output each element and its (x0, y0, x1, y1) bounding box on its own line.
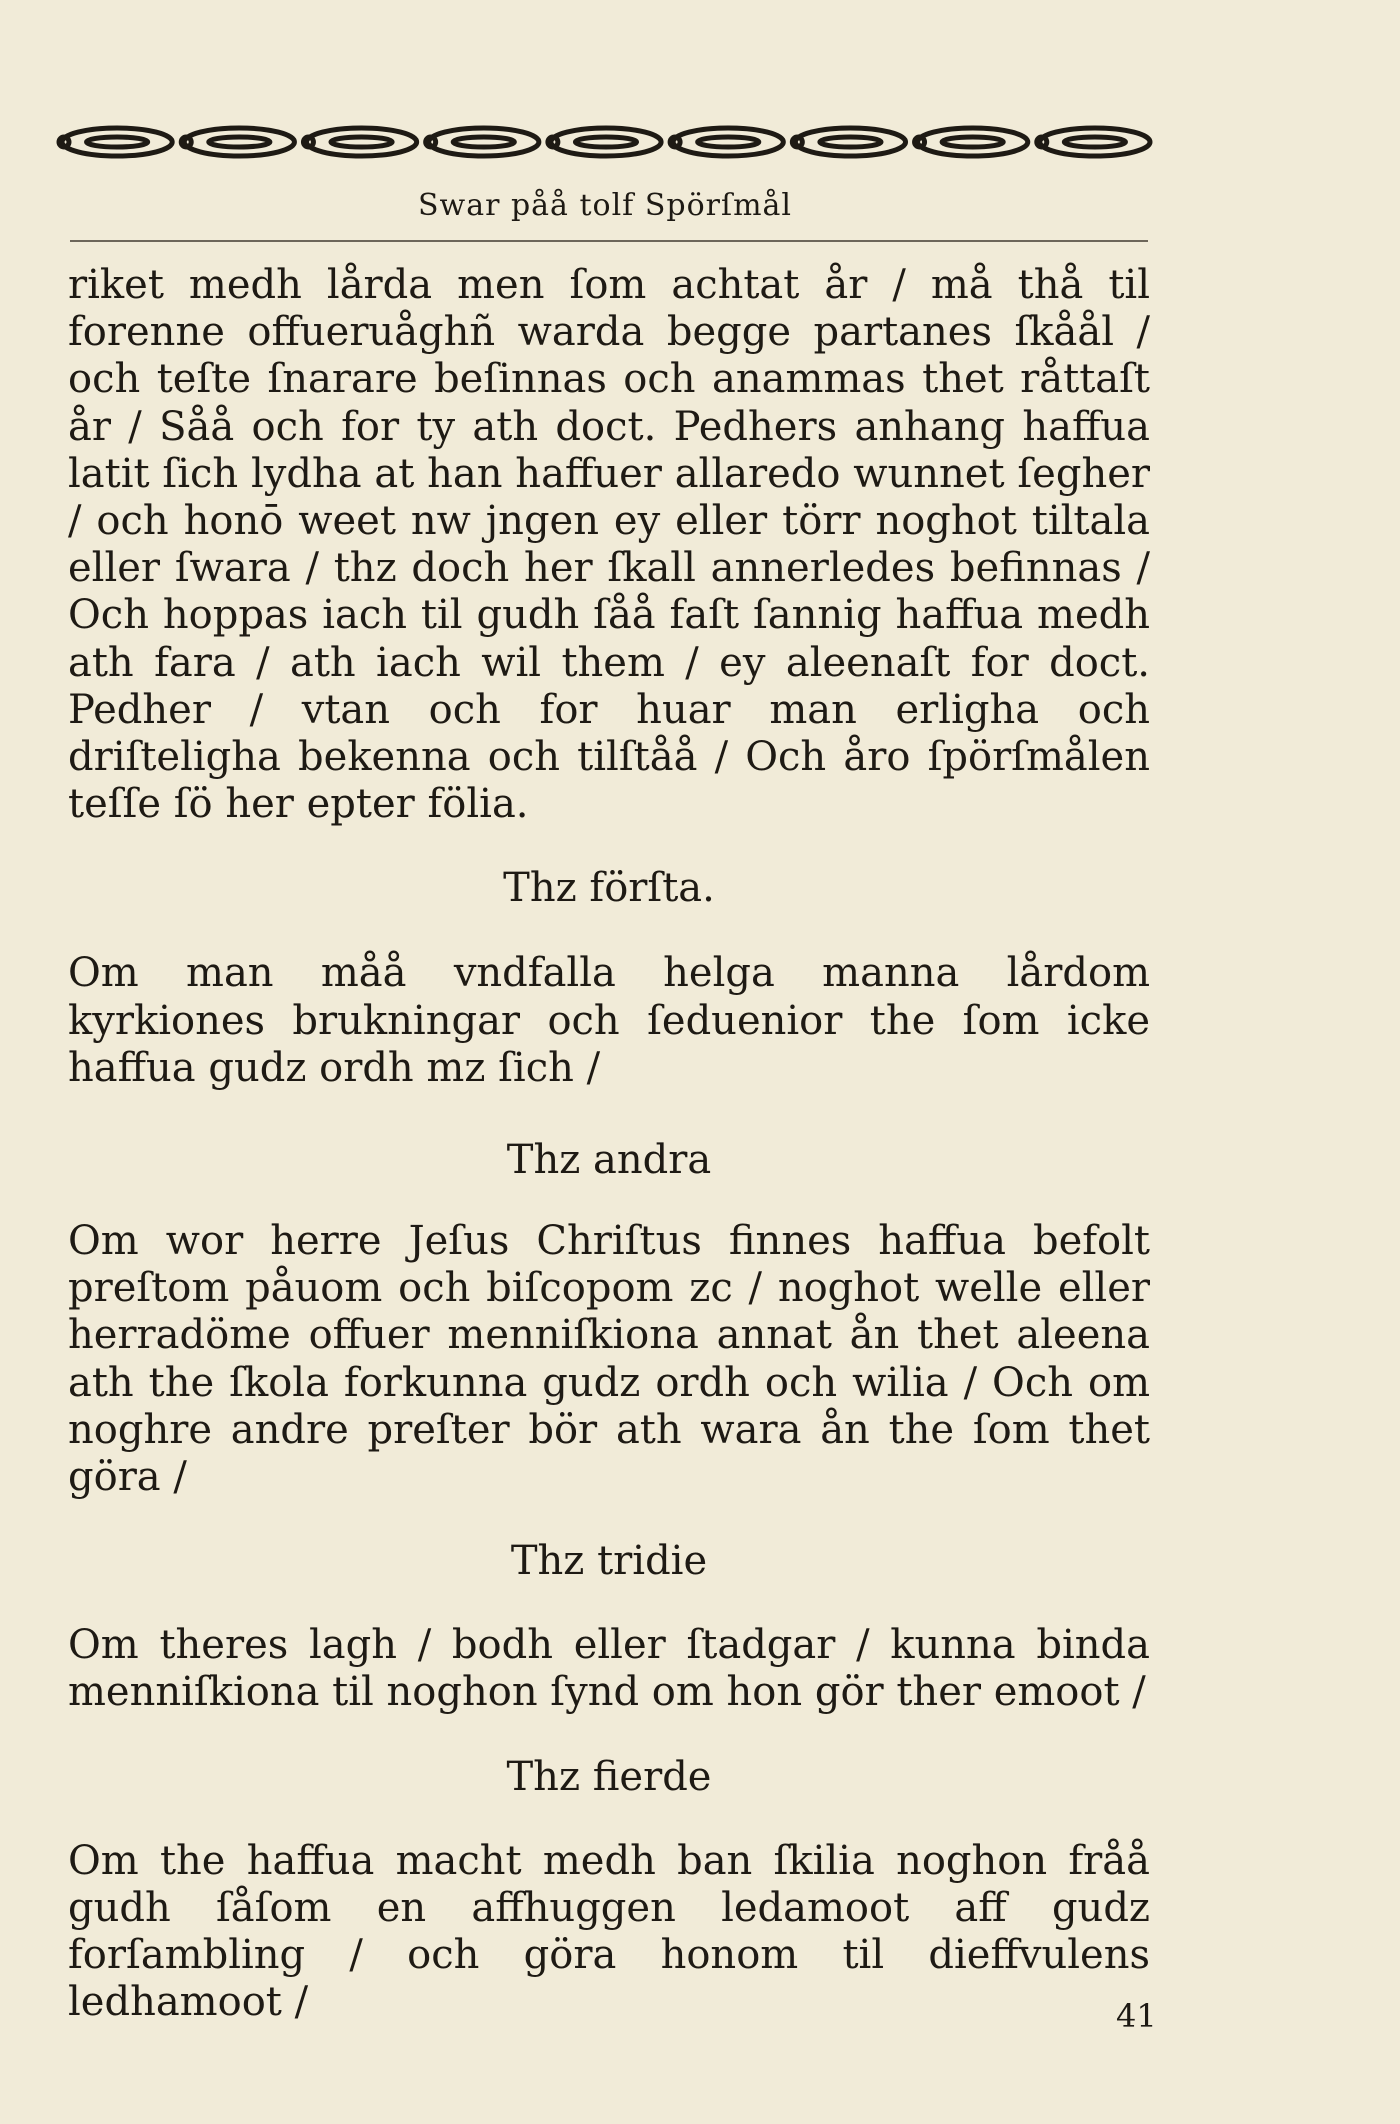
ornament-link (429, 128, 539, 156)
intro-paragraph: riket medh lårda men ſom achtat år / må thå til forenne offueruåghñ warda begge partanes ſkåål / och teſte ſnarare beſinnas och anammas thet råttaſt år / Såå och for ty ath doct. Pedhers anhang haffua latit ſich lydha at han haffuer allaredo wunnet ſegher / och honō weet nw jngen ey eller törr noghot tiltala eller ſwara / thz doch her ſkall annerledes befinnas / Och hoppas iach til gudh ſåå faſt ſannig haffua medh ath fara / ath iach wil them / ey aleenaſt for doct. Pedher / vtan och for huar man erligha och driſteligha bekenna och tilſtåå / Och åro ſpörſmålen teſſe ſö her epter fölia. (68, 262, 1150, 828)
ornament-inner (1064, 137, 1125, 147)
ornament-link (306, 128, 416, 156)
ornament-link (62, 128, 172, 156)
ornamental-border (56, 120, 1156, 164)
ornament-inner (209, 137, 270, 147)
ornament-inner (698, 137, 759, 147)
ornament-link (184, 128, 294, 156)
running-head: Swar påå tolf Spörſmål (417, 188, 793, 223)
question-text: Om the haffua macht medh ban ſkilia noghon fråå gudh ſåſom en affhuggen ledamoot aff gudz forſambling / och göra honom til dieffvulens ledhamoot / (68, 1837, 1150, 2026)
question-heading: Thz förſta. (503, 865, 715, 912)
question-heading: Thz andra (506, 1137, 712, 1184)
page-number: 41 (1116, 1997, 1157, 2035)
question-1 (68, 865, 1150, 1092)
ornament-link (918, 128, 1028, 156)
ornament-inner (942, 137, 1003, 147)
question-4 (68, 1754, 1150, 2027)
ornament-inner (87, 137, 148, 147)
ornament-inner (575, 137, 636, 147)
ornament-link (551, 128, 661, 156)
ornament-inner (453, 137, 514, 147)
ornament-inner (331, 137, 392, 147)
ornament-link (1040, 128, 1150, 156)
question-text: Om man måå vndfalla helga manna lårdom kyrkiones brukningar och ſeduenior the ſom icke haffua gudz ordh mz ſich / (68, 950, 1150, 1091)
ornament-link (795, 128, 905, 156)
question-2 (68, 1137, 1150, 1501)
question-heading: Thz tridie (510, 1538, 708, 1585)
ornament-inner (820, 137, 881, 147)
question-3 (68, 1538, 1150, 1716)
question-text: Om theres lagh / bodh eller ſtadgar / kunna binda menniſkiona til noghon ſynd om hon gör ther emoot / (68, 1622, 1150, 1716)
question-text: Om wor herre Jeſus Chriſtus finnes haffua befolt preſtom påuom och biſcopom zc / noghot welle eller herradöme offuer menniſkiona annat ån thet aleena ath the ſkola forkunna gudz ordh och wilia / Och om noghre andre preſter bör ath wara ån the ſom thet göra / (68, 1218, 1150, 1501)
question-heading: Thz fierde (506, 1753, 712, 1800)
header-rule (70, 240, 1148, 242)
ornament-link (673, 128, 783, 156)
main-text (68, 262, 1150, 2026)
